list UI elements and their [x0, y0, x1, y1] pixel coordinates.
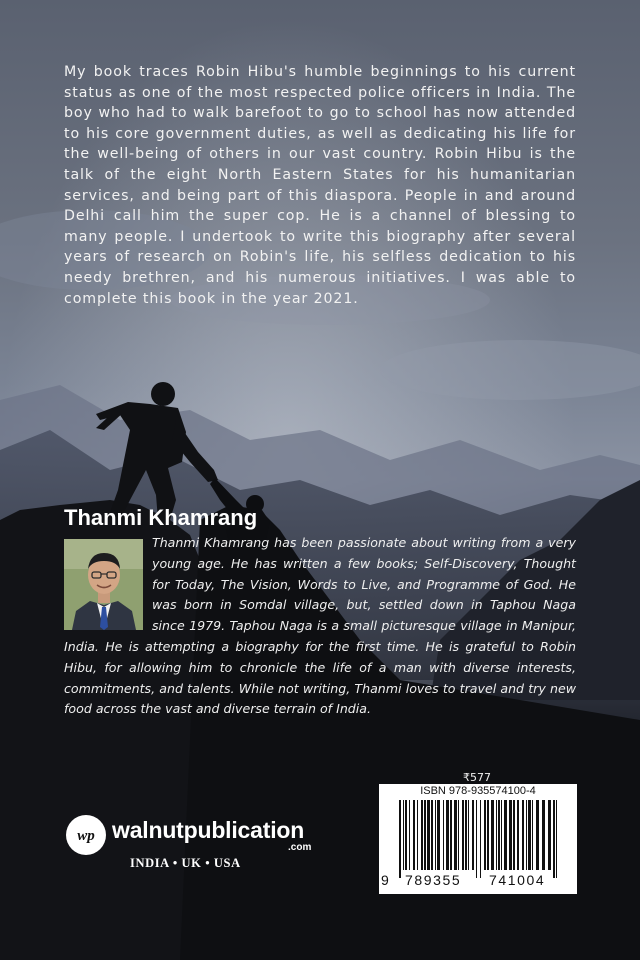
author-bio-text: Thanmi Khamrang has been passionate about writing from a very young age. He has written a few books; Self-Discovery, Thought for Today, The Vision, Words to Live, and Programme of God. He was born in Somdal village, but, settled down in Taphou Naga since 1979. Taphou Naga is a small picturesque village in Manipur, India. He is attempting a biography for the first time. He is grateful to Robin Hibu, for allowing him to chronicle the life of a man with diverse interests, commitments, and talents. While not writing, Thanmi loves to travel and try new food across the vast and diverse terrain of India.: [64, 535, 576, 717]
publisher-name: walnutpublication: [112, 817, 305, 843]
publisher-logo-badge: [66, 815, 106, 855]
author-bio: [64, 533, 576, 720]
walnut-monogram-icon: [73, 822, 99, 848]
barcode-digits-right: 741004: [489, 872, 546, 888]
bio-photo-spacer: [64, 533, 152, 629]
publisher-locations: INDIA • UK • USA: [130, 856, 241, 870]
isbn-barcode: [379, 784, 577, 894]
author-name: Thanmi Khamrang: [64, 505, 258, 530]
book-blurb: My book traces Robin Hibu's humble beginnings to his current status as one of the most respected police officers in India. The boy who had to walk barefoot to go to school has now attended to his core government duties, as well as dedicating his life for the well-being of others in our vast country. Robin Hibu is the talk of the eight North Eastern States for his humanitarian services, and being part of this diaspora. People in and around Delhi call him the super cop. He is a channel of blessing to many people. I undertook to write this biography after several years of research on Robin's life, his selfless dedication to his needy brethren, and his numerous initiatives. I was able to complete this book in the year 2021.: [64, 64, 576, 307]
book-price: ₹577: [463, 771, 491, 784]
isbn-label: ISBN 978-935574100-4: [420, 785, 536, 797]
publisher-domain: .com: [288, 842, 312, 853]
svg-text:wp: wp: [77, 828, 95, 844]
barcode-digits-left: 789355: [405, 872, 462, 888]
barcode-digit-first: 9: [381, 872, 391, 888]
barcode-digits: [379, 872, 577, 892]
